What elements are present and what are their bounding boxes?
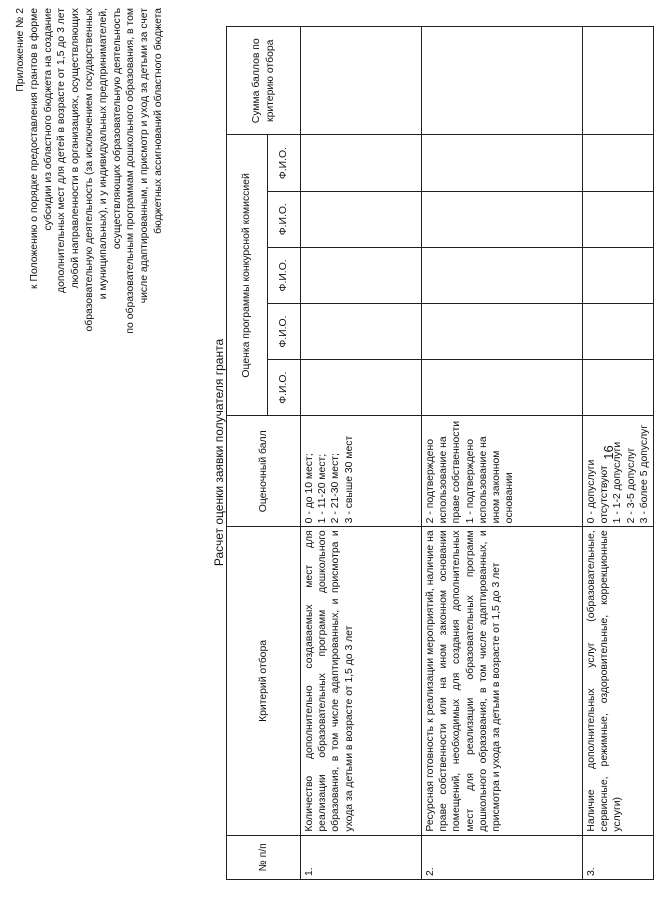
table-row xyxy=(301,27,422,880)
header-line: субсидии из областного бюджета на создание xyxy=(42,8,54,231)
table-title: Расчет оценки заявки получателя гранта xyxy=(212,338,226,567)
header-criterion: Критерий отбора xyxy=(227,527,301,835)
header-fio: Ф.И.О. xyxy=(268,135,301,191)
header-fio: Ф.И.О. xyxy=(268,191,301,247)
header-line: Приложение № 2 xyxy=(15,8,26,92)
fio-score-cell xyxy=(422,135,583,191)
header-sum: Сумма баллов по критерию отбора xyxy=(227,27,301,136)
row-num: 1. xyxy=(301,835,422,879)
row-num: 2. xyxy=(422,835,583,879)
header-line: дополнительных мест для детей в возрасте от 1,5 до 3 лет xyxy=(56,8,68,293)
fio-score-cell xyxy=(301,191,422,247)
score-option: 3 - более 5 допуслуг xyxy=(638,424,650,524)
page-number: 16 xyxy=(601,445,616,460)
row-scores xyxy=(422,416,583,527)
evaluation-table xyxy=(226,26,654,880)
header-num: № п/п xyxy=(227,835,301,879)
table-row xyxy=(422,27,583,880)
fio-score-cell xyxy=(301,303,422,359)
score-option: 1 - 1-2 допуслуги xyxy=(612,441,624,524)
row-criterion: Количество дополнительно создаваемых мест для реализации образовательных программ дошкольного образования, в том числе адаптированных, и присмотра и ухода за детьми в возрасте от 1,5 до 3 лет xyxy=(301,527,422,835)
score-option: 2 - 21-30 мест; xyxy=(330,453,342,524)
score-option: 3 - свыше 30 мест xyxy=(343,435,355,524)
header-line: и муниципальных), и у индивидуальных предпринимателей, xyxy=(97,8,109,300)
header-fio: Ф.И.О. xyxy=(268,303,301,359)
score-option: 2 - 3-5 допуслуг xyxy=(625,447,637,524)
fio-score-cell xyxy=(301,135,422,191)
score-option: 1 - подтверждено использование на ином законном основании xyxy=(464,436,516,524)
fio-score-cell xyxy=(583,247,654,303)
appendix-header xyxy=(14,8,166,528)
header-line: по образовательным программам дошкольного образования, в том xyxy=(125,8,137,334)
header-line: числе адаптированным, и присмотр и уход за детьми за счет xyxy=(139,8,151,304)
header-score: Оценочный балл xyxy=(227,416,301,527)
fio-score-cell xyxy=(583,303,654,359)
header-line: к Положению о порядке предоставления грантов в форме xyxy=(28,8,40,289)
header-fio: Ф.И.О. xyxy=(268,360,301,416)
fio-score-cell xyxy=(422,247,583,303)
row-num: 3. xyxy=(583,835,654,879)
header-line: любой направленности в организациях, осуществляющих xyxy=(70,8,82,289)
row-criterion: Ресурсная готовность к реализации мероприятий, наличие на праве собственности или на ином законном основании помещений, необходимых для создания дополнительных мест для реализации образовательных программ дошкольного образования, в том числе адаптированных, и присмотра и ухода за детьми в возрасте от 1,5 до 3 лет xyxy=(422,527,583,835)
sum-cell xyxy=(301,27,422,136)
fio-score-cell xyxy=(583,135,654,191)
table-row xyxy=(583,27,654,880)
fio-score-cell xyxy=(301,360,422,416)
score-option: 1 - 11-20 мест; xyxy=(317,453,329,524)
fio-score-cell xyxy=(422,303,583,359)
header-line: образовательную деятельность (за исключением государственных xyxy=(83,8,95,332)
header-line: бюджетных ассигнований областного бюджета xyxy=(152,8,164,234)
score-option: 0 - допуслуги отсутствуют xyxy=(586,459,611,524)
header-line: осуществляющих образовательную деятельность xyxy=(111,8,123,250)
fio-score-cell xyxy=(301,247,422,303)
score-option: 0 - до 10 мест; xyxy=(304,453,315,524)
row-criterion: Наличие дополнительных услуг (образовательные, сервисные, режимные, оздоровительные, коррекционные услуги) xyxy=(583,527,654,835)
fio-score-cell xyxy=(422,191,583,247)
fio-score-cell xyxy=(583,360,654,416)
row-scores xyxy=(301,416,422,527)
header-commission: Оценка программы конкурсной комиссией xyxy=(227,135,268,416)
header-fio: Ф.И.О. xyxy=(268,247,301,303)
sum-cell xyxy=(422,27,583,136)
score-option: 2 - подтверждено использование на праве собственности xyxy=(425,420,463,524)
row-scores xyxy=(583,416,654,527)
fio-score-cell xyxy=(583,191,654,247)
sum-cell xyxy=(583,27,654,136)
fio-score-cell xyxy=(422,360,583,416)
